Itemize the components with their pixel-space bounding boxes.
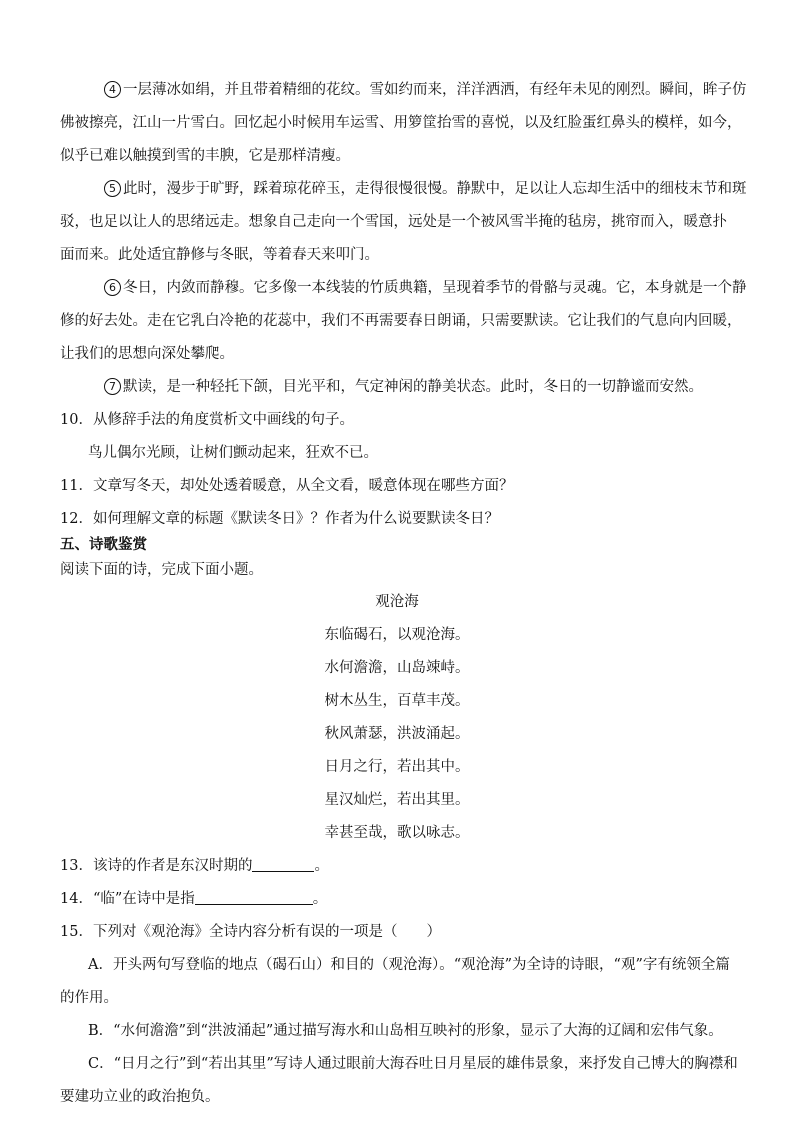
- paragraph-5-line-3: 面而来。此处适宜静修与冬眠，等着春天来叩门。: [60, 247, 379, 263]
- paragraph-4-line-3: 似乎已难以触摸到雪的丰腴，它是那样清瘦。: [60, 148, 350, 164]
- poem-line-2: [0, 658, 794, 678]
- answer-blank-14[interactable]: [195, 890, 313, 905]
- option-c-line-2[interactable]: 要建功立业的政治抱负。: [60, 1089, 220, 1105]
- paragraph-text: 默读，是一种轻托下颌，目光平和，气定神闲的静美状态。此时，冬日的一切静谧而安然。: [123, 379, 703, 395]
- section-5-title: 五、诗歌鉴赏: [60, 537, 147, 553]
- question-13-text: 13．该诗的作者是东汉时期的: [60, 858, 253, 874]
- poem-line-text: 树木丛生，百草丰茂。: [324, 693, 470, 709]
- paragraph-6-line-3: 让我们的思想向深处攀爬。: [60, 346, 234, 362]
- question-13-end: 。: [314, 858, 329, 874]
- question-14-end: 。: [312, 891, 328, 907]
- poem-line-3: [0, 691, 794, 711]
- poem-line-text: 日月之行，若出其中。: [324, 759, 470, 775]
- paragraph-text: 一层薄冰如绢，并且带着精细的花纹。雪如约而来，洋洋洒洒，有经年未见的刚烈。瞬间，眸子仿: [123, 82, 747, 98]
- paragraph-6-line-2: 修的好去处。走在它乳白冷艳的花蕊中，我们不再需要春日朗诵，只需要默读。它让我们的气息向内回暖，: [60, 313, 742, 329]
- question-14: [60, 889, 327, 909]
- poem-line-5: [0, 757, 794, 777]
- paragraph-number-5: 5: [104, 180, 121, 197]
- section-5-instruction: 阅读下面的诗，完成下面小题。: [60, 562, 263, 578]
- answer-blank-13[interactable]: [252, 857, 314, 872]
- paragraph-5-line-1: [104, 179, 747, 199]
- paragraph-6-line-1: [104, 278, 747, 298]
- paragraph-text: 此时，漫步于旷野，踩着琼花碎玉，走得很慢很慢。静默中，足以让人忘却生活中的细枝末节和斑: [123, 181, 747, 197]
- paragraph-5-line-2: 驳，也足以让人的思绪远走。想象自己走向一个雪国，远处是一个被风雪半掩的毡房，挑帘而入，暖意扑: [60, 214, 727, 230]
- poem-line-text: 秋风萧瑟，洪波涌起。: [324, 726, 470, 742]
- paragraph-7-line-1: [104, 377, 703, 397]
- poem-line-6: [0, 790, 794, 810]
- option-a-line-1[interactable]: A．开头两句写登临的地点（碣石山）和目的（观沧海）。“观沧海”为全诗的诗眼，“观”字有统领全篇: [88, 957, 730, 973]
- paragraph-4-line-2: 佛被擦亮，江山一片雪白。回忆起小时候用车运雪、用箩筐抬雪的喜悦，以及红脸蛋红鼻头的模样，如今，: [60, 115, 742, 131]
- paragraph-number-6: 6: [104, 279, 121, 296]
- question-10: 10．从修辞手法的角度赏析文中画线的句子。: [60, 412, 354, 428]
- option-c-line-1[interactable]: C．“日月之行”到“若出其里”写诗人通过眼前大海吞吐日月星辰的雄伟景象，来抒发自己博大的胸襟和: [88, 1056, 738, 1072]
- poem-line-text: 东临碣石，以观沧海。: [324, 627, 470, 643]
- question-14-text: 14．“临”在诗中是指: [60, 891, 195, 907]
- poem-title-text: 观沧海: [375, 594, 419, 610]
- paragraph-text: 冬日，内敛而静穆。它多像一本线装的竹质典籍，呈现着季节的骨骼与灵魂。它，本身就是一个静: [123, 280, 747, 296]
- question-15: 15．下列对《观沧海》全诗内容分析有误的一项是（ ）: [60, 924, 441, 940]
- option-a-line-2[interactable]: 的作用。: [60, 990, 118, 1006]
- paragraph-number-7: 7: [104, 378, 121, 395]
- paragraph-4-line-1: [104, 80, 747, 100]
- poem-line-text: 幸甚至哉，歌以咏志。: [324, 825, 470, 841]
- poem-line-1: [0, 625, 794, 645]
- poem-line-4: [0, 724, 794, 744]
- paragraph-number-4: 4: [104, 81, 121, 98]
- poem-line-text: 星汉灿烂，若出其里。: [324, 792, 470, 808]
- poem-line-7: [0, 823, 794, 843]
- question-13: [60, 856, 329, 876]
- question-10-quote: 鸟儿偶尔光顾，让树们颤动起来，狂欢不已。: [88, 445, 378, 461]
- question-12: 12．如何理解文章的标题《默读冬日》？作者为什么说要默读冬日？: [60, 511, 499, 527]
- option-b[interactable]: B．“水何澹澹”到“洪波涌起”通过描写海水和山岛相互映衬的形象，显示了大海的辽阔和宏伟气象。: [88, 1023, 723, 1039]
- poem-title: [0, 592, 794, 612]
- question-11: 11．文章写冬天，却处处透着暖意，从全文看，暖意体现在哪些方面？: [60, 478, 514, 494]
- poem-line-text: 水何澹澹，山岛竦峙。: [324, 660, 470, 676]
